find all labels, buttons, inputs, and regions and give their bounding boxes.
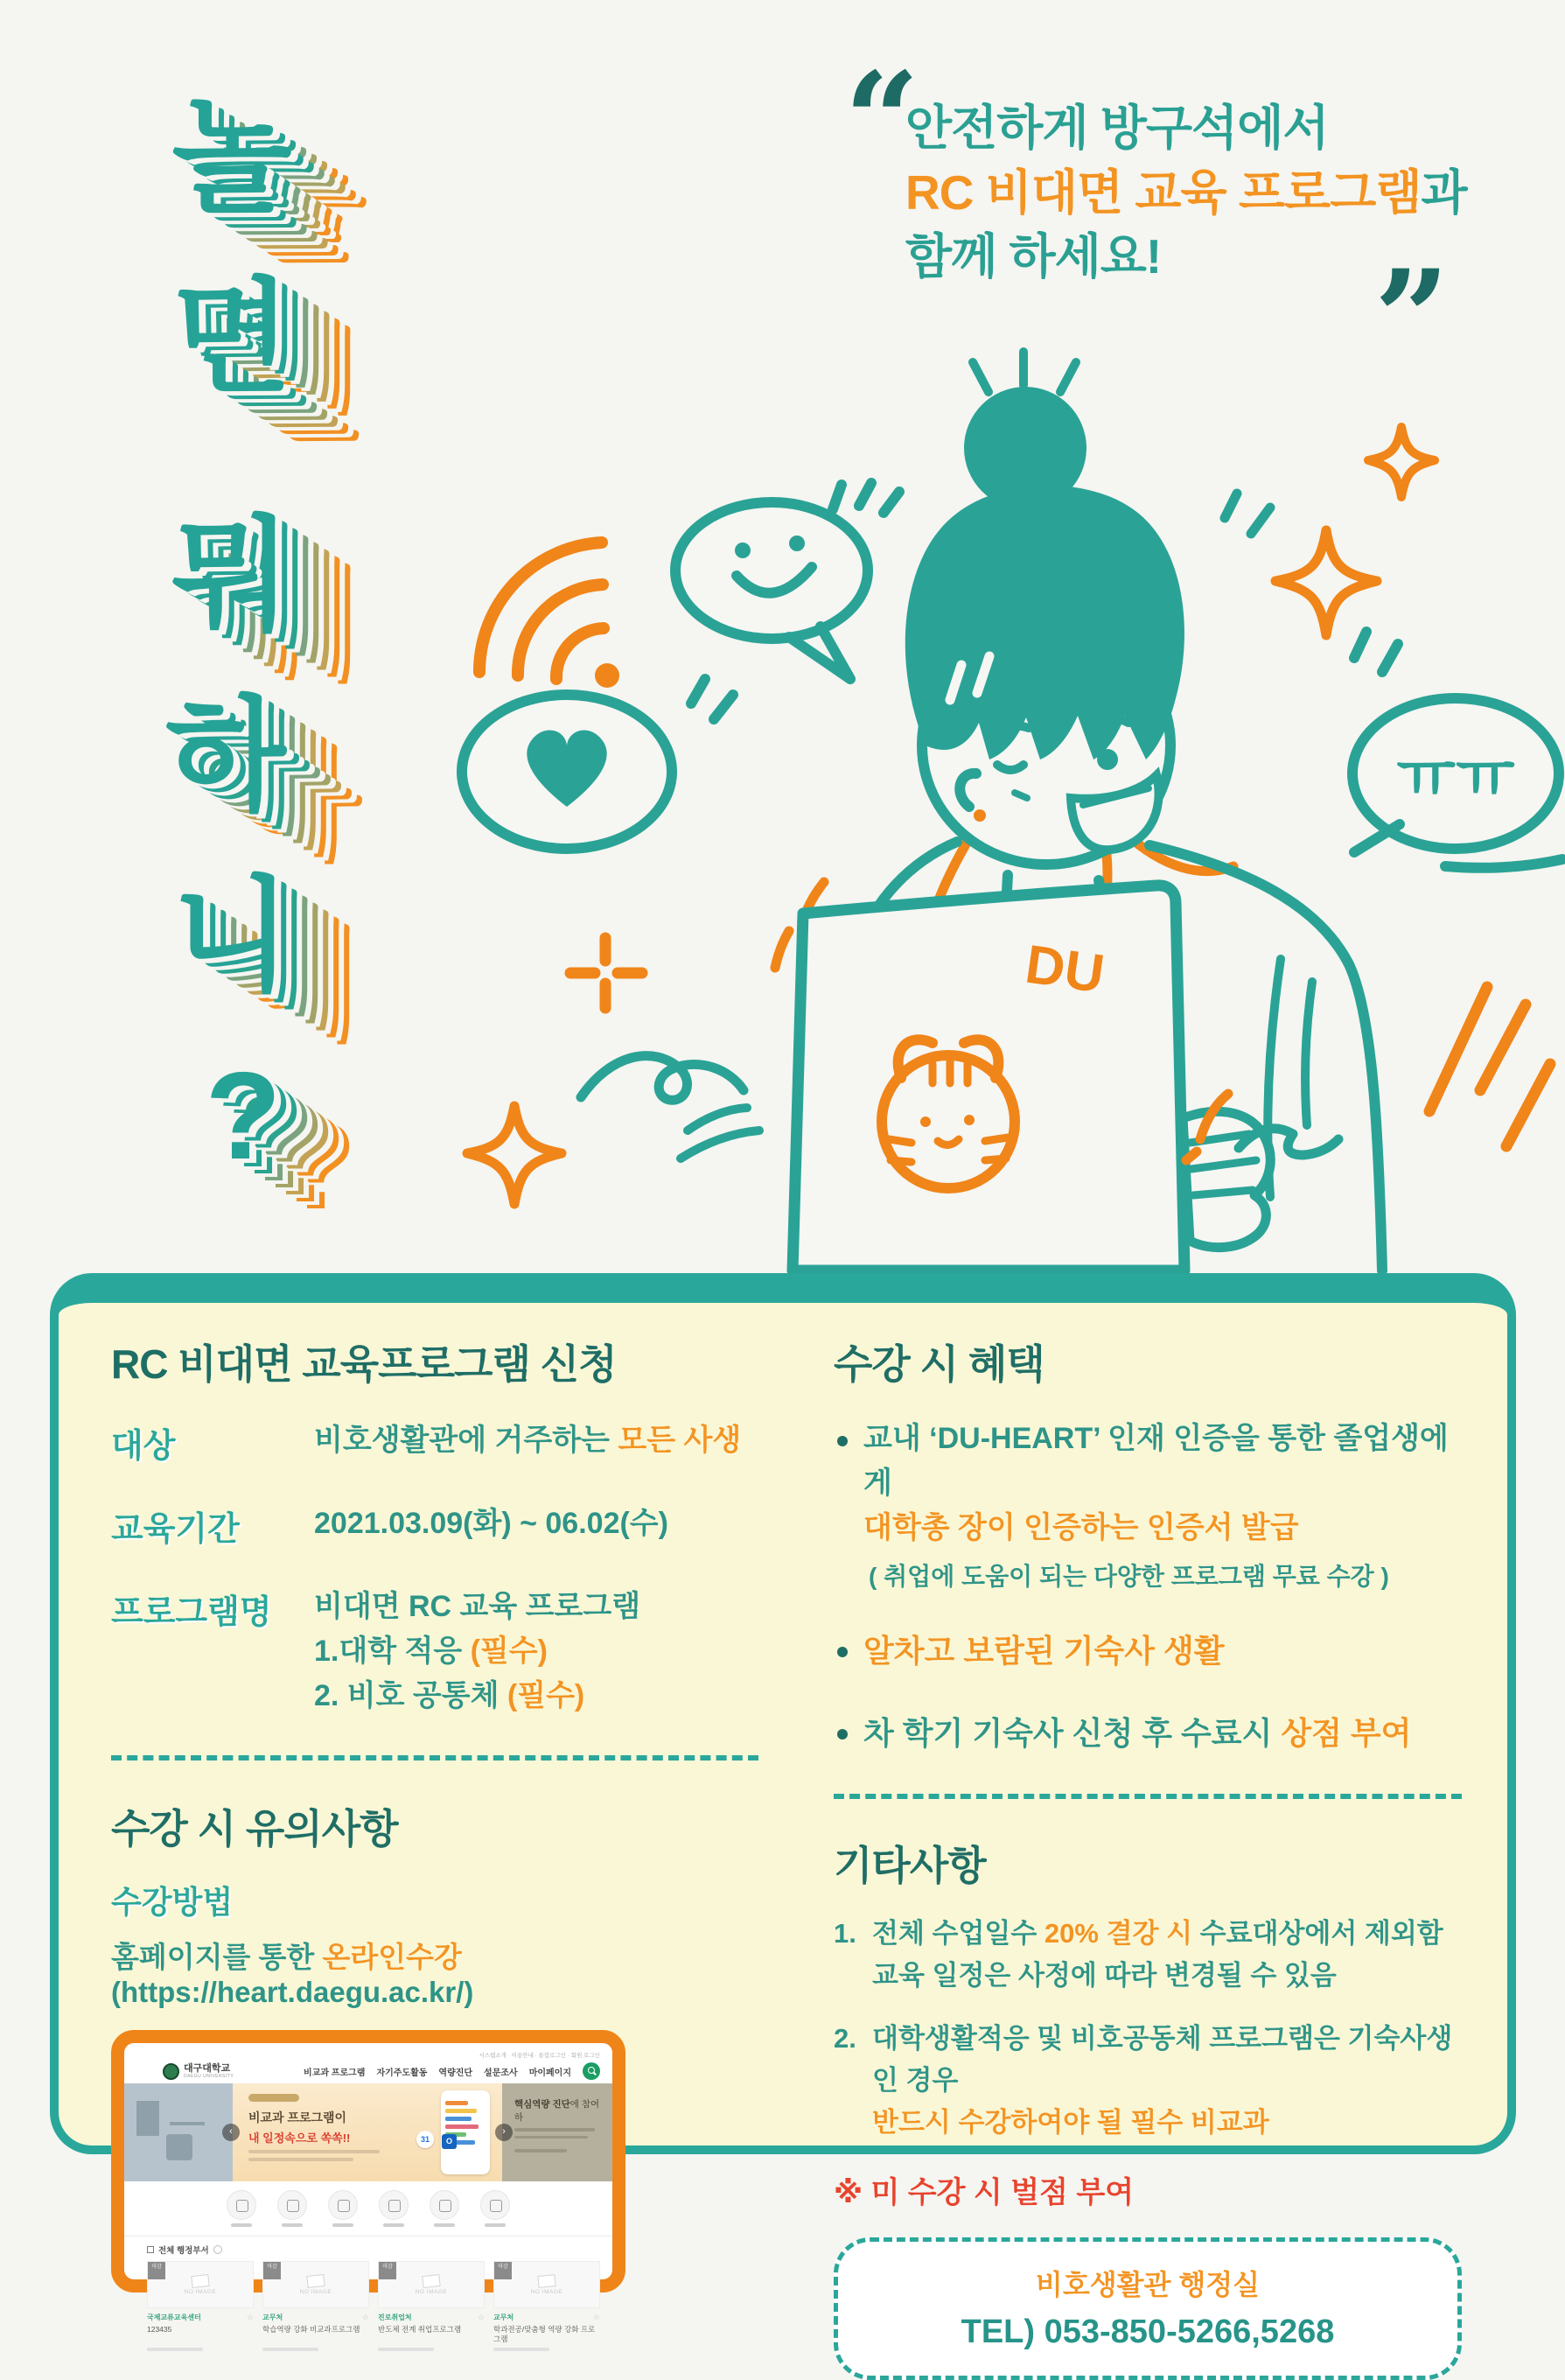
closed-badge: 마감 (148, 2262, 165, 2279)
quote-line1: 안전하게 방구석에서 (905, 101, 1329, 155)
category-icon (227, 2190, 256, 2227)
online-course-link: 홈페이지를 통한 온라인수강 (https://heart.daegu.ac.kr/) (111, 1941, 474, 2008)
nav-item: 마이페이지 (528, 2068, 571, 2078)
site-header (124, 2043, 612, 2083)
sparkle-star-icon (467, 1106, 562, 1204)
notice-heading: 수강 시 유의사항 (111, 1806, 398, 1852)
category-icon (277, 2190, 307, 2227)
closed-badge: 마감 (494, 2262, 512, 2279)
calendar-app-icon: 31 (416, 2131, 434, 2148)
tiger-doodle (882, 1040, 1015, 1188)
title-char: 면 (171, 268, 292, 408)
site-nav (304, 2062, 600, 2080)
outlook-app-icon: O (442, 2134, 457, 2149)
banner-right: 핵심역량 진단에 참여하 (502, 2083, 612, 2181)
apply-heading: RC 비대면 교육프로그램 신청 (111, 1341, 617, 1387)
row-label: 프로그램명 (111, 1594, 272, 1631)
photo-icon (537, 2273, 555, 2287)
category-icon (480, 2190, 510, 2227)
etc-item: 2. 대학생활적응 및 비호공동체 프로그램은 기숙사생인 경우 반드시 수강하여야 될 필수 비교과 (834, 2023, 1453, 2138)
star-icon: ☆ (592, 2313, 600, 2321)
nav-item: 설문조사 (484, 2068, 518, 2078)
title-char: 하 (165, 686, 286, 826)
heart-bubble (462, 679, 733, 849)
course-url[interactable]: (https://heart.daegu.ac.kr/) (111, 1976, 474, 2008)
photo-icon (422, 2273, 440, 2287)
title-char: ? (205, 1046, 282, 1186)
quote-line2: RC 비대면 교육 프로그램과 (905, 164, 1467, 220)
closed-badge: 마감 (379, 2262, 396, 2279)
toggle-icon (213, 2245, 222, 2254)
search-icon (583, 2062, 600, 2080)
banner-badge (248, 2094, 299, 2102)
card-date-bar (147, 2348, 203, 2351)
card-date-bar (493, 2348, 549, 2351)
university-emblem-icon (163, 2063, 179, 2080)
closed-badge: 마감 (263, 2262, 281, 2279)
contact-tel: TEL) 053-850-5266,5268 (961, 2314, 1335, 2351)
apply-row-program: 프로그램명 비대면 RC 교육 프로그램 1.대학 적응 (필수) 2. 비호 공통체 (필수) (111, 1585, 758, 1718)
wifi-icon (479, 542, 619, 688)
phone-mockup (441, 2090, 490, 2174)
program-cards (124, 2261, 612, 2351)
star-icon: ☆ (246, 2313, 254, 2321)
program-card: 마감 NO IMAGE 교무처 ☆ 학습역량 강화 비교과프로그램 (262, 2261, 369, 2351)
star-icon: ☆ (477, 2313, 485, 2321)
program-card: 마감 NO IMAGE 교무처 ☆ 학과전공/맞춤형 역량 강화 프로그램 (493, 2261, 600, 2351)
contact-box (834, 2237, 1462, 2380)
quote-close-icon: ” (1373, 242, 1450, 396)
divider-dashed (111, 1755, 758, 1760)
loop-squiggle (581, 1056, 744, 1101)
laptop (793, 886, 1184, 1270)
benefit-item: 알차고 보람된 기숙사 생활 (834, 1628, 1462, 1675)
nav-item: 비교과 프로그램 (304, 2068, 366, 2078)
category-icon (379, 2190, 409, 2227)
row-label: 대상 (111, 1428, 176, 1465)
tears-text: ㅠㅠ (1396, 743, 1515, 811)
title-char: 뭐 (171, 506, 292, 646)
photo-icon (191, 2273, 209, 2287)
site-logo (163, 2063, 234, 2080)
star-icon: ☆ (361, 2313, 369, 2321)
banner-subtitle: 내 일정속으로 쏙쏙!! (248, 2132, 351, 2145)
banner-prev-icon: ‹ (222, 2124, 240, 2141)
photo-icon (306, 2273, 325, 2287)
card-date-bar (262, 2348, 318, 2351)
divider-dashed (834, 1794, 1462, 1799)
etc-item: 1. 전체 수업일수 20% 결강 시 수료대상에서 제외함 교육 일정은 사정에 따라 변경될 수 있음 (834, 1918, 1443, 1992)
benefit-item: 차 학기 기숙사 신청 후 수료시 상점 부여 (834, 1710, 1462, 1757)
sparkle-plus-icon (570, 938, 642, 1008)
banner-left-illustration (124, 2083, 233, 2181)
section-label-row: 전체 행정부서 (124, 2236, 612, 2261)
quote-line3: 함께 하세요! (905, 229, 1162, 284)
quote-block (844, 44, 1474, 396)
quote-open-icon: “ (844, 44, 920, 198)
program-card: 마감 NO IMAGE 진로취업처 ☆ 반도체 전계 취업프로그램 (378, 2261, 485, 2351)
banner-main (233, 2083, 502, 2181)
benefits-heading: 수강 시 혜택 (834, 1341, 1044, 1387)
site-logo-subtext: DAEGU UNIVERSITY (184, 2074, 234, 2079)
apply-row-target: 대상 비호생활관에 거주하는 모든 사생 (111, 1418, 758, 1466)
site-banner (124, 2083, 612, 2181)
benefit-note: ( 취업에 도움이 되는 다양한 프로그램 무료 수강 ) (869, 1563, 1389, 1590)
smiley-bubble (675, 483, 899, 679)
penalty-warning: ※ 미 수강 시 벌점 부여 (834, 2176, 1135, 2210)
website-screenshot (111, 2030, 625, 2344)
site-logo-text: 대구대학교 (184, 2063, 231, 2074)
category-icons-row (124, 2181, 612, 2236)
nav-item: 자기주도활동 (376, 2068, 428, 2078)
sparkle-star-icon (1275, 530, 1377, 635)
list-icon (147, 2246, 154, 2253)
vertical-title (131, 68, 332, 1207)
category-icon (328, 2190, 358, 2227)
card-date-bar (378, 2348, 434, 2351)
banner-title: 비교과 프로그램이 (248, 2110, 347, 2124)
sparkle-star-icon (1368, 427, 1435, 497)
laptop-brand-text: DU (1022, 934, 1108, 1005)
title-char: 놀 (171, 88, 292, 228)
program-card: 마감 NO IMAGE 국제교류교육센터 ☆ 123435 (147, 2261, 254, 2351)
info-panel (50, 1273, 1516, 2351)
category-icon (430, 2190, 459, 2227)
row-label: 교육기간 (111, 1511, 240, 1548)
method-label: 수강방법 (111, 1884, 234, 1920)
contact-org: 비호생활관 행정실 (1035, 2269, 1261, 2301)
nav-item: 역량진단 (438, 2068, 473, 2078)
site-top-links: 시스템소개 · 이용안내 · 통합로그인 · 회원 로그인 (479, 2053, 600, 2059)
title-char: 니 (171, 866, 292, 1006)
tears-bubble (1352, 632, 1562, 868)
benefit-item: 교내 ‘DU-HEART’ 인재 인증을 통한 졸업생에게 대학총 장이 인증하는 인증서 발급 (834, 1417, 1462, 1550)
banner-next-icon: › (495, 2124, 513, 2141)
apply-row-period: 교육기간 2021.03.09(화) ~ 06.02(수) (111, 1502, 758, 1550)
etc-heading: 기타사항 (834, 1843, 986, 1888)
